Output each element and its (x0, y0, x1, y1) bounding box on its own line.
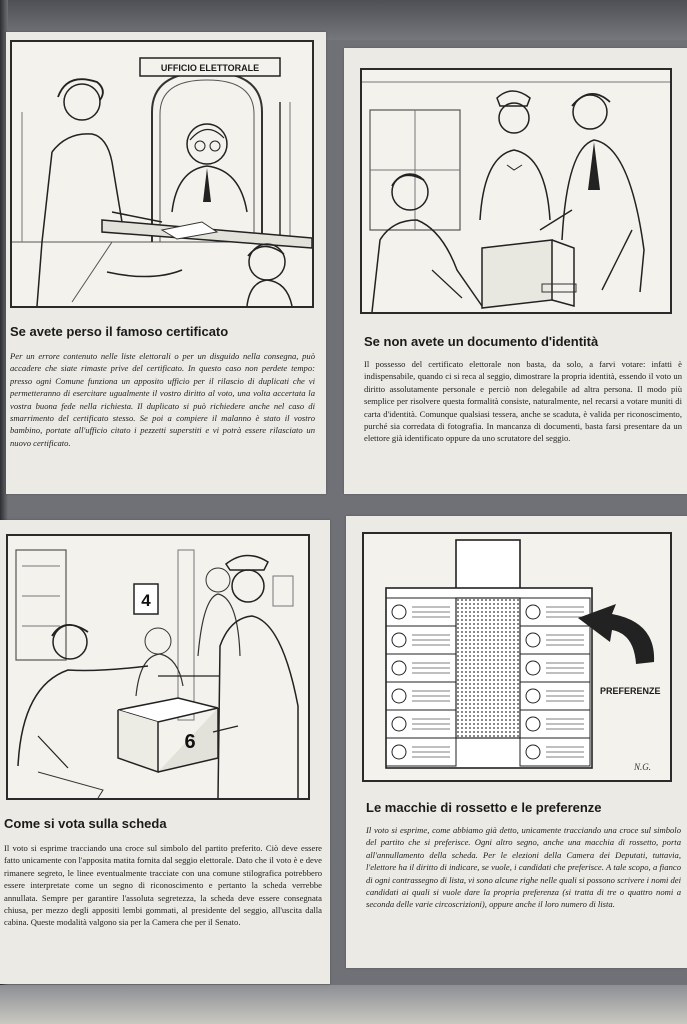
heading-lost-certificate: Se avete perso il famoso certificato (10, 324, 229, 339)
identity-check-drawing (362, 70, 670, 312)
election-office-drawing (12, 42, 312, 306)
text-identity-document: Il possesso del certificato elettorale non basta, da solo, a farvi votare: infatti è indispensabile, quando ci si reca al seggio, dimostrare la propria identità, essendo il voto un diritto assolutamente personale e perciò non delegabile ad altra persona. Il modo più semplice per risolvere questa formalità consiste, naturalmente, nel recarsi a votare muniti di carta d'identità. Comunque qualsiasi tessera, anche se scaduta, è valida per riconoscimento, purché sia corredata di fotografia. In mancanza di documenti, basta farsi presentare da un elettore già identificato oppure da uno scrutatore del seggio. (364, 359, 682, 444)
ballot-box-number: 6 (184, 731, 196, 753)
panel-identity-document (344, 48, 687, 494)
artist-signature: N.G. (634, 762, 652, 772)
illustration-election-office (10, 40, 314, 308)
preferences-label: PREFERENZE (600, 686, 661, 696)
text-how-to-vote: Il voto si esprime tracciando una croce sul simbolo del partito preferito. Ciò deve essere fatto unicamente con l'apposita matita fornita dal seggio elettorale. Dato che il voto è e deve rimanere segreto, le linee eventualmente tracciate con una comune stilografica potrebbero essere interpretate come un segno di riconoscimento e pertanto la scheda verrebbe annullata. Sempre per garantire l'assoluta segretezza, la scheda deve essere consegnata chiusa, per mezzo degli appositi lembi gommati, al presidente del seggio, all'uscita dalla cabina. Queste modalità valgono sia per la Camera che per il Senato. (4, 843, 322, 928)
voting-station-drawing (8, 536, 308, 798)
office-sign-text: UFFICIO ELETTORALE (160, 63, 260, 73)
panel-lipstick-preferences (346, 516, 687, 968)
text-lipstick-preferences: Il voto si esprime, come abbiamo già detto, unicamente tracciando una croce sul simbolo del partito che si preferisce. Ogni altro segno, anche una macchia di rossetto, porta all'annullamento della scheda. Per le elezioni della Camera dei Deputati, tuttavia, l'elettore ha il diritto di indicare, se vuole, i candidati che preferisce. A tale scopo, a fianco di ogni contrassegno di lista, vi sono alcune righe nelle quali si possono scrivere i nomi dei candidati ai quali si vuole dare la propria preferenza (si tratta di tre o quattro nomi a seconda delle varie circoscrizioni), oppure anche il loro numero di lista. (366, 825, 681, 910)
illustration-identity-check (360, 68, 672, 314)
heading-how-to-vote: Come si vota sulla scheda (4, 816, 167, 831)
room-number: 4 (141, 591, 151, 610)
ballot-diagram-drawing (364, 534, 670, 780)
heading-lipstick-preferences: Le macchie di rossetto e le preferenze (366, 800, 602, 815)
heading-identity-document: Se non avete un documento d'identità (364, 334, 599, 349)
ballot-center-strip (456, 598, 520, 738)
illustration-ballot-diagram (362, 532, 672, 782)
panel-lost-certificate (6, 32, 326, 494)
text-lost-certificate: Per un errore contenuto nelle liste elettorali o per un disguido nella consegna, può accadere che siate rimaste prive del certificato. In questo caso non perdete tempo: presso ogni Comune funziona un apposito ufficio per il rilascio di duplicati che vi permetteranno di esercitare ugualmente il vostro diritto al voto, una volta accertata la vostra buona fede nella richiesta. Il duplicato si può richiedere anche nel caso di smarrimento del certificato stesso. Se poi a compiere il malanno è stato il vostro bambino, portate all'ufficio citato i pezzetti superstiti e vi potrà essere rilasciato un nuovo certificato. (10, 351, 315, 448)
page-bottom-edge (0, 985, 687, 1024)
illustration-voting-station (6, 534, 310, 800)
panel-how-to-vote (0, 520, 330, 984)
